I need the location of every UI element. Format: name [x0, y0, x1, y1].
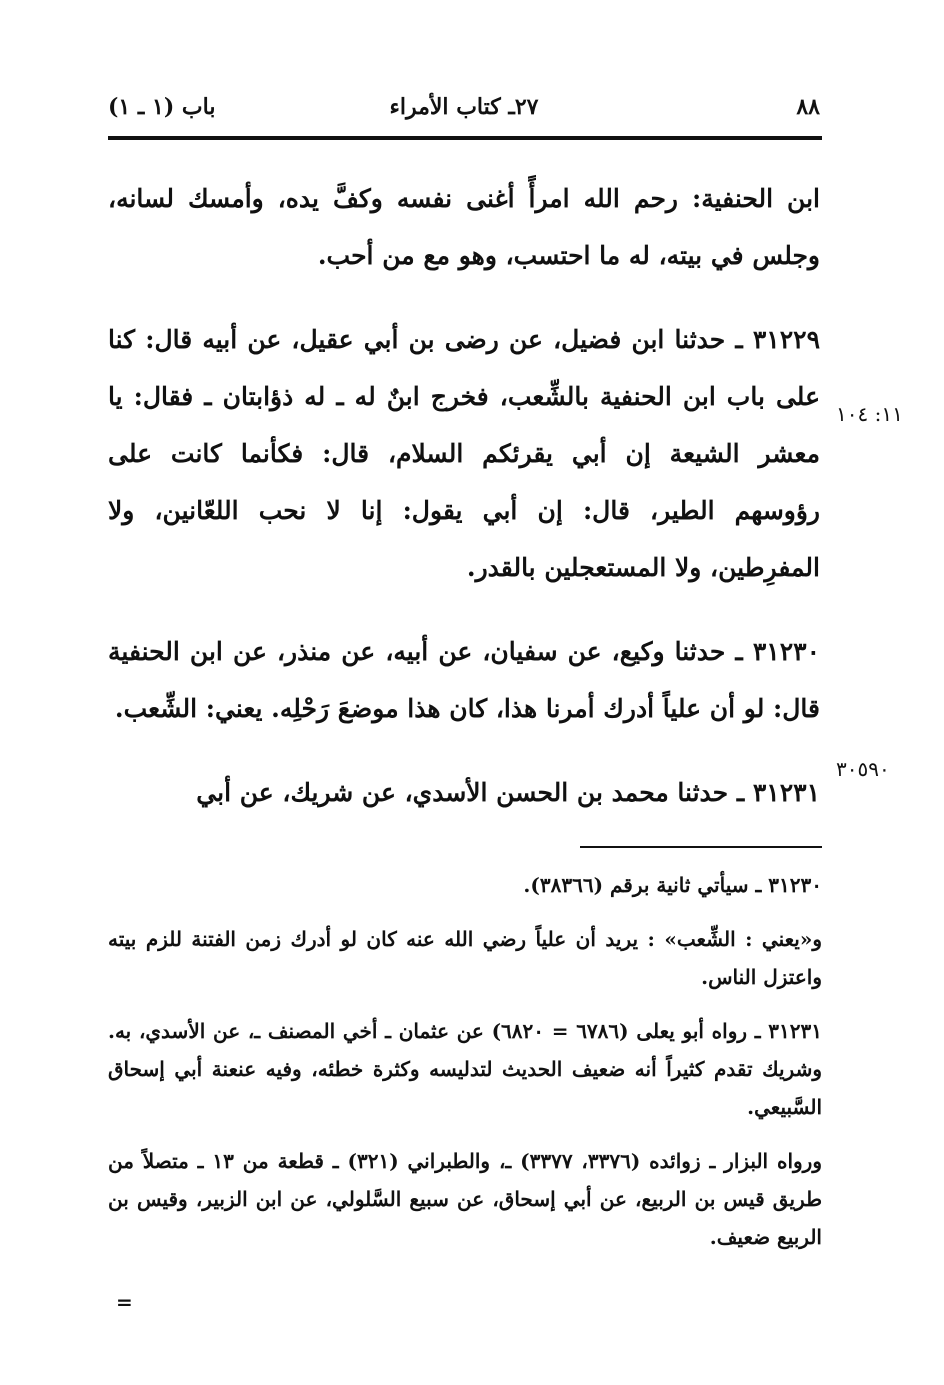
paragraph-text: ابن الحنفية: رحم الله امرأً أغنى نفسه وكفَّ يده، وأمسك لسانه، وجلس في بيته، له ما احتسب، وهو مع من أحب.: [108, 184, 820, 270]
paragraph-text: ـ حدثنا وكيع، عن سفيان، عن أبيه، عن منذر، عن ابن الحنفية قال: لو أن علياً أدرك أمرنا هذا، كان هذا موضعَ رَحْلِه. يعني: الشِّعب.: [108, 637, 820, 723]
paragraph-continuation: [108, 170, 820, 284]
page-number: ٨٨: [796, 94, 820, 120]
main-text: [108, 170, 820, 848]
margin-reference: ١١: ١٠٤: [836, 402, 903, 426]
chapter-reference: باب (١ ـ ١): [108, 94, 216, 120]
paragraph-text: ـ حدثنا ابن فضيل، عن رضى بن أبي عقيل، عن أبيه قال: كنا على باب ابن الحنفية بالشِّعب، فخرج ابنٌ له ـ له ذؤابتان ـ فقال: يا معشر الشيعة إن أبي يقرئكم السلام، قال: فكأنما كانت على رؤوسهم الطير، قال: إن أبي يقول: إنا لا نحب اللعّانين، ولا المفرِطين، ولا المستعجلين بالقدر.: [108, 325, 820, 582]
footnote: ٣١٢٣٠ ـ سيأتي ثانية برقم (٣٨٣٦٦).: [523, 873, 822, 897]
footnotes: [108, 866, 822, 1272]
hadith-31230: [108, 623, 820, 737]
paragraph-text: ـ حدثنا محمد بن الحسن الأسدي، عن شريك، عن أبي: [196, 778, 753, 807]
footnote: و«يعني : الشِّعب» : يريد أن علياً رضي الله عنه كان لو أدرك زمن الفتنة للزم بيته واعتزل الناس.: [108, 927, 822, 989]
hadith-31231: [108, 764, 820, 821]
hadith-number: ٣١٢٢٩: [752, 325, 820, 354]
hadith-number: ٣١٢٣٠: [752, 637, 820, 666]
page-header: [108, 88, 820, 128]
book-title: ٢٧ـ كتاب الأمراء: [389, 94, 539, 120]
footnote-separator: [580, 846, 822, 848]
hadith-number: ٣١٢٣١: [752, 778, 820, 807]
continuation-mark: =: [116, 1290, 133, 1314]
footnote: ٣١٢٣١ ـ رواه أبو يعلى (٦٧٨٦ = ٦٨٢٠) عن عثمان ـ أخي المصنف ـ، عن الأسدي، به. وشريك تقدم كثيراً أنه ضعيف الحديث لتدليسه وكثرة خطئه، وفيه عنعنة أبي إسحاق السَّبيعي.: [108, 1019, 823, 1119]
margin-reference: ٣٠٥٩٠: [836, 757, 890, 781]
footnote: ورواه البزار ـ زوائده (٣٣٧٦، ٣٣٧٧) ـ، والطبراني (٣٢١) ـ قطعة من ١٣ ـ متصلاً من طريق قيس بن الربيع، عن أبي إسحاق، عن سبيع السَّلولي، عن ابن الزبير، وقيس بن الربيع ضعيف.: [108, 1149, 822, 1249]
header-rule: [108, 136, 822, 140]
hadith-31229: [108, 311, 820, 596]
